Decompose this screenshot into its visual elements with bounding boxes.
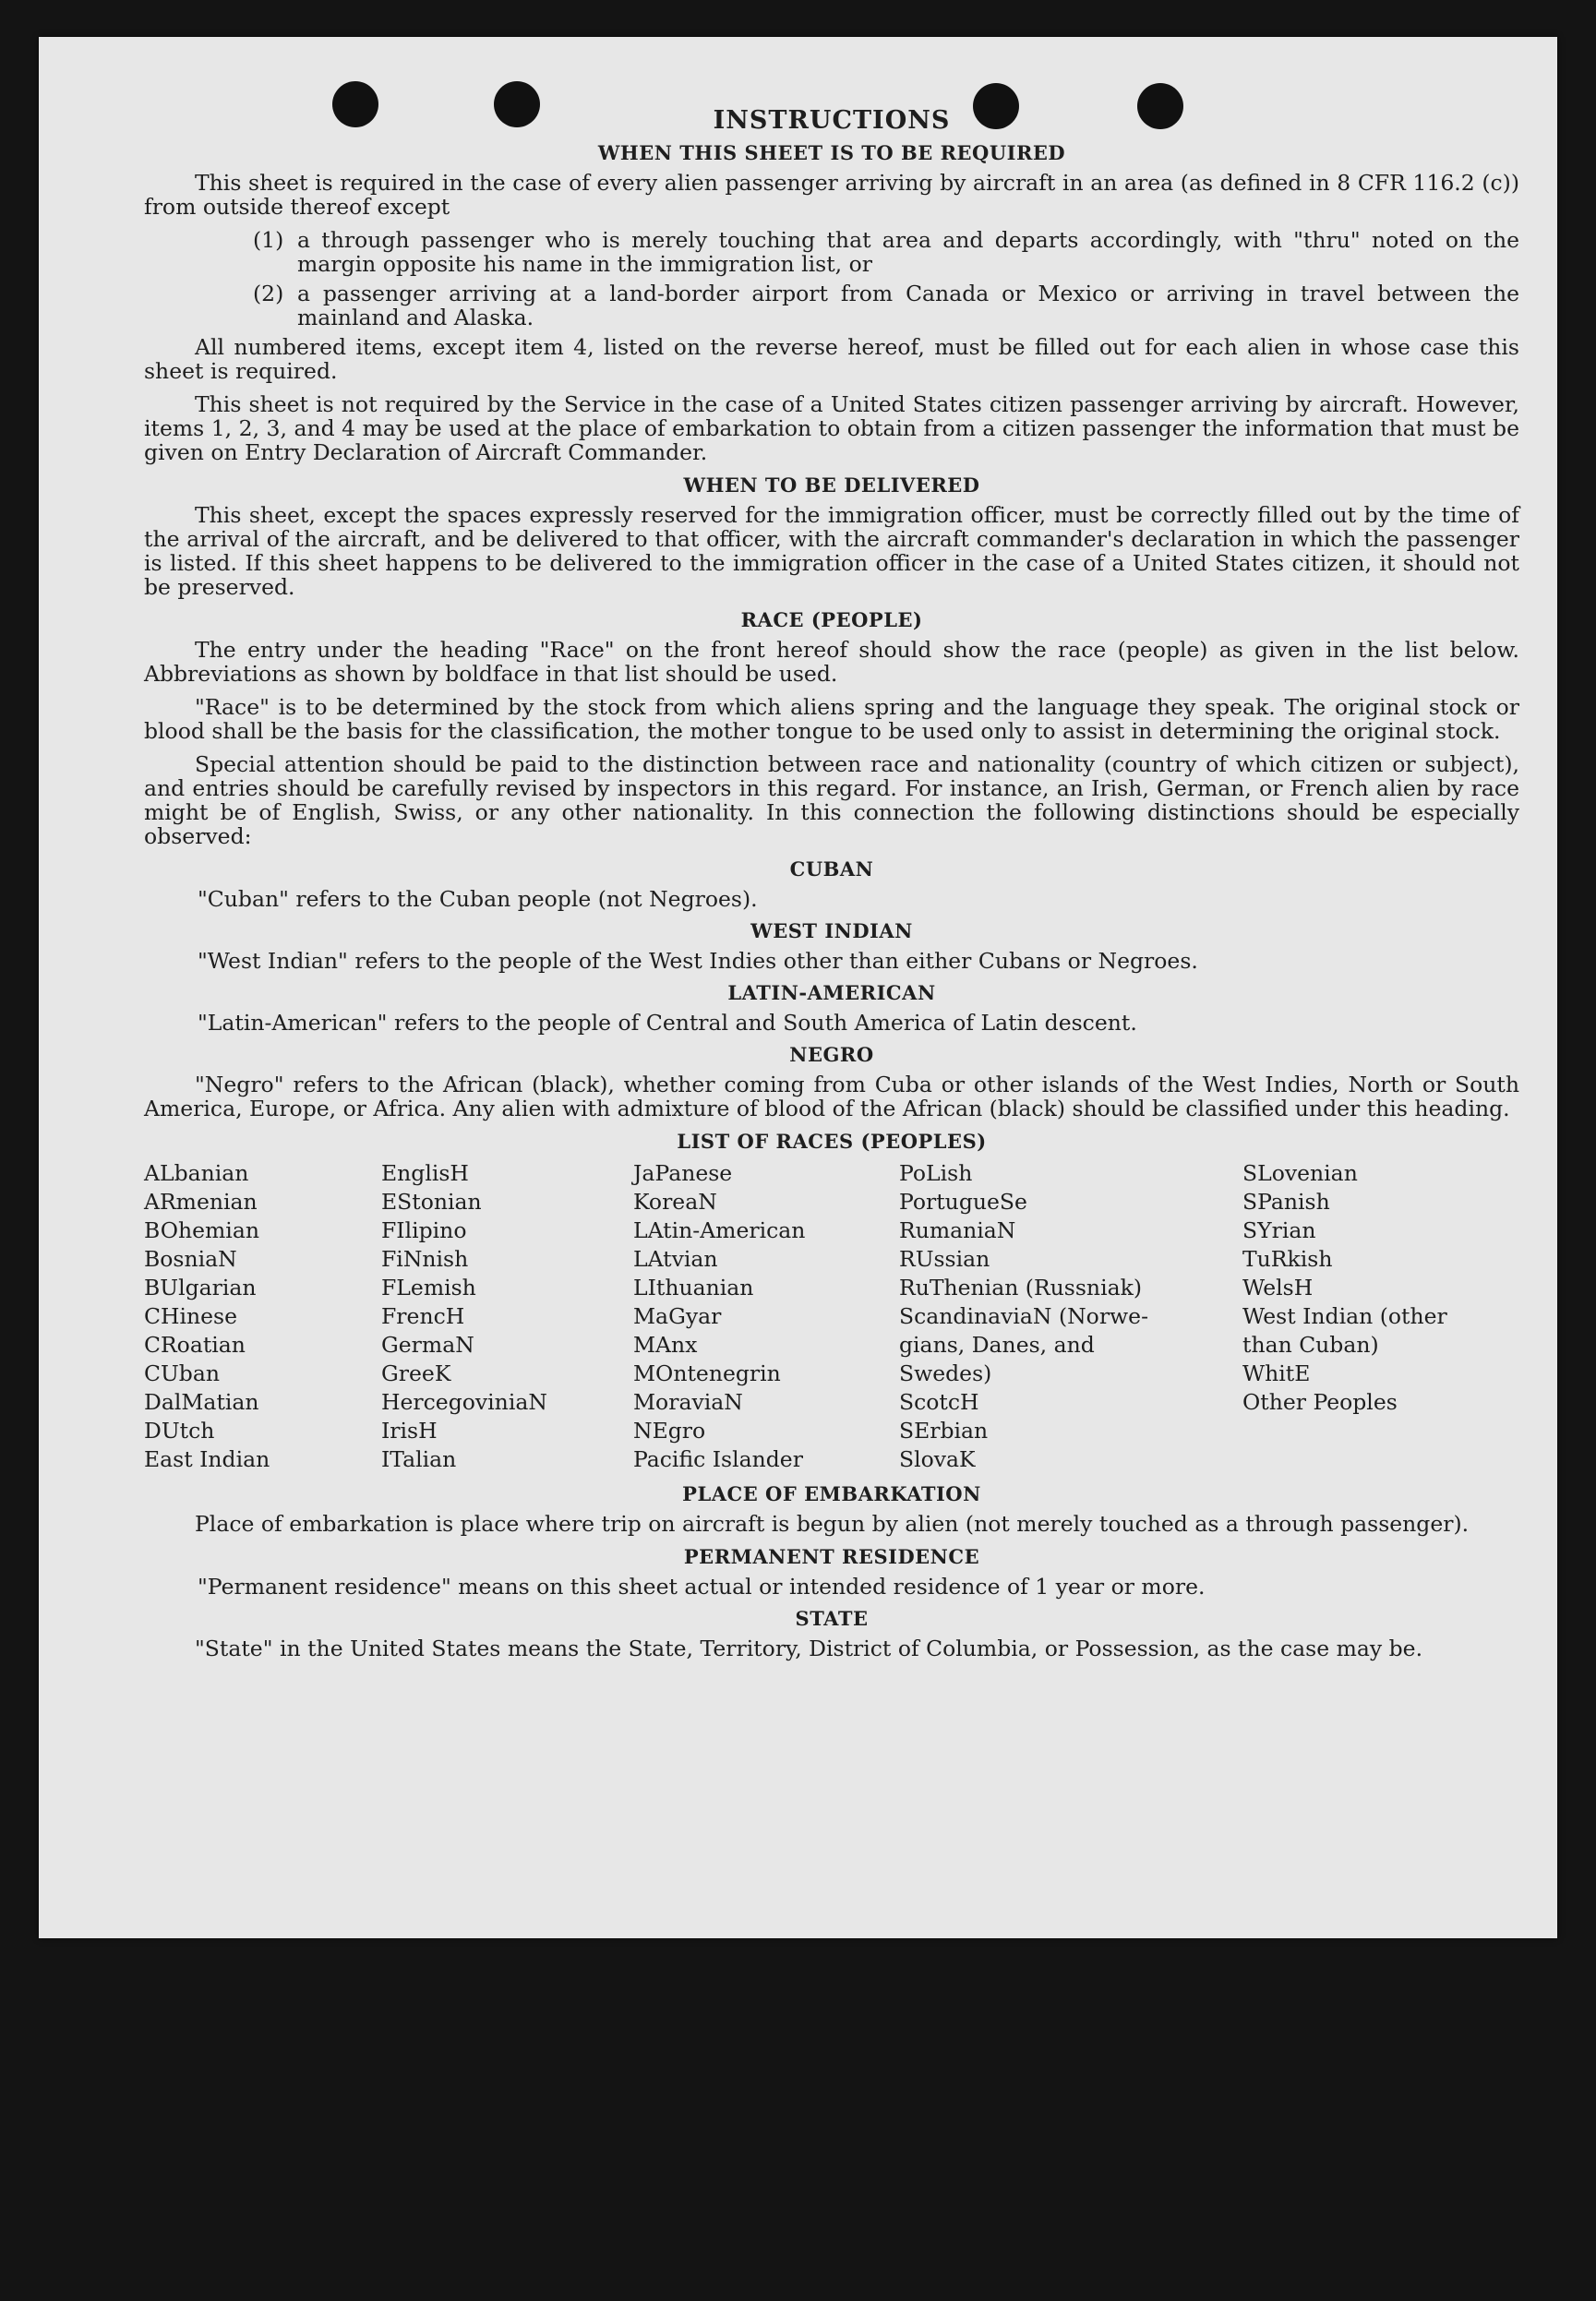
race-entry: BOhemian: [144, 1217, 259, 1243]
clause-2: [253, 282, 1519, 330]
race-entry: ARmenian: [144, 1189, 258, 1215]
race-entry: SYrian: [1242, 1217, 1316, 1243]
race-entry: KoreaN: [633, 1189, 717, 1215]
race-entry: HercegoviniaN: [381, 1389, 547, 1415]
race-entry: MOntenegrin: [633, 1360, 781, 1386]
races-list-heading: LIST OF RACES (PEOPLES): [677, 1130, 987, 1153]
race-entry: ITalian: [381, 1446, 457, 1472]
west-indian-definition: "West Indian" refers to the people of the West Indies other than either Cubans or Negroes.: [198, 948, 1198, 974]
race-entry: Pacific Islander: [633, 1446, 803, 1472]
instructions-content: [144, 106, 1519, 1670]
race-entry: LAtvian: [633, 1246, 718, 1272]
west-indian-heading: WEST INDIAN: [750, 919, 913, 942]
latin-american-definition: "Latin-American" refers to the people of Central and South America of Latin descent.: [198, 1010, 1137, 1036]
race-entry: ALbanian: [144, 1160, 249, 1186]
race-entry: EnglisH: [381, 1160, 469, 1186]
race-entry: Other Peoples: [1242, 1389, 1398, 1415]
race-entry: GreeK: [381, 1360, 451, 1386]
race-para-1: The entry under the heading "Race" on the front hereof should show the race (people) as given in the list below. Abbreviations as shown by boldface in that list should be used.: [144, 637, 1519, 687]
races-column-3: [633, 1159, 899, 1474]
race-entry: MAnx: [633, 1332, 698, 1358]
cuban-heading: CUBAN: [789, 857, 874, 881]
race-entry: IrisH: [381, 1418, 438, 1444]
delivered-para: This sheet, except the spaces expressly reserved for the immigration officer, must be correctly filled out by the time of the arrival of the aircraft, and be delivered to that officer, with the aircraft commander's declaration in which the passenger is listed. If this sheet happens to be delivered to the immigration officer in the case of a United States citizen, it should not be preserved.: [144, 502, 1519, 600]
page-title: INSTRUCTIONS: [713, 106, 951, 135]
clause-2-number: (2): [253, 281, 284, 306]
race-entry: CHinese: [144, 1303, 237, 1329]
race-para-2: "Race" is to be determined by the stock from which aliens spring and the language they speak. The original stock or blood shall be the basis for the classification, the mother tongue to be used only to assist in determining the original stock.: [144, 694, 1519, 744]
race-entry: NEgro: [633, 1418, 706, 1444]
race-entry: CUban: [144, 1360, 220, 1386]
negro-definition: "Negro" refers to the African (black), whether coming from Cuba or other islands of the West Indies, North or South America, Europe, or Africa. Any alien with admixture of blood of the African (black) should be classified under this heading.: [144, 1072, 1519, 1121]
clause-1-number: (1): [253, 227, 284, 253]
race-entry: MaGyar: [633, 1303, 722, 1329]
races-list: [144, 1159, 1519, 1474]
latin-american-heading: LATIN-AMERICAN: [727, 981, 936, 1004]
required-para-2: All numbered items, except item 4, listed on the reverse hereof, must be filled out for each alien in whose case this sheet is required.: [144, 334, 1519, 384]
race-entry: RUssian: [899, 1246, 990, 1272]
required-para-3: This sheet is not required by the Service in the case of a United States citizen passenger arriving by aircraft. However, items 1, 2, 3, and 4 may be used at the place of embarkation to obtain from a citizen passenger the information that must be given on Entry Declaration of Aircraft Commander.: [144, 391, 1519, 465]
state-definition: "State" in the United States means the State, Territory, District of Columbia, or Possession, as the case may be.: [195, 1636, 1423, 1661]
race-entry: FrencH: [381, 1303, 465, 1329]
race-entry: TuRkish: [1242, 1246, 1333, 1272]
race-entry: JaPanese: [633, 1160, 733, 1186]
race-entry: CRoatian: [144, 1332, 246, 1358]
race-entry: ScandinaviaN (Norwe- gians, Danes, and Swedes): [899, 1303, 1149, 1386]
race-entry: EStonian: [381, 1189, 482, 1215]
state-heading: STATE: [795, 1607, 869, 1630]
race-entry: MoraviaN: [633, 1389, 743, 1415]
race-entry: SErbian: [899, 1418, 989, 1444]
race-entry: SlovaK: [899, 1446, 976, 1472]
clause-1-text: a through passenger who is merely touching that area and departs accordingly, with "thru" noted on the margin opposite his name in the immigration list, or: [297, 227, 1519, 277]
race-entry: WelsH: [1242, 1275, 1314, 1300]
race-entry: East Indian: [144, 1446, 270, 1472]
embarkation-heading: PLACE OF EMBARKATION: [682, 1482, 981, 1505]
race-entry: WhitE: [1242, 1360, 1311, 1386]
race-entry: RumaniaN: [899, 1217, 1016, 1243]
races-column-4: [899, 1159, 1242, 1474]
race-entry: SPanish: [1242, 1189, 1330, 1215]
delivered-heading: WHEN TO BE DELIVERED: [683, 473, 980, 497]
embarkation-definition: Place of embarkation is place where trip on aircraft is begun by alien (not merely touched as a through passenger).: [195, 1511, 1470, 1537]
residence-definition: "Permanent residence" means on this sheet actual or intended residence of 1 year or more.: [198, 1574, 1206, 1600]
cuban-definition: "Cuban" refers to the Cuban people (not Negroes).: [198, 886, 758, 912]
race-para-3: Special attention should be paid to the distinction between race and nationality (country of which citizen or subject), and entries should be carefully revised by inspectors in this regard. For instance, an Irish, German, or French alien by race might be of English, Swiss, or any other nationality. In this connection the following distinctions should be especially observed:: [144, 751, 1519, 849]
race-entry: FiNnish: [381, 1246, 469, 1272]
race-entry: LIthuanian: [633, 1275, 754, 1300]
race-entry: BUlgarian: [144, 1275, 257, 1300]
race-entry: ScotcH: [899, 1389, 979, 1415]
races-column-1: [144, 1159, 381, 1474]
negro-heading: NEGRO: [789, 1043, 874, 1066]
residence-heading: PERMANENT RESIDENCE: [683, 1545, 980, 1568]
race-entry: RuThenian (Russniak): [899, 1275, 1142, 1300]
race-entry: LAtin-American: [633, 1217, 806, 1243]
race-entry: SLovenian: [1242, 1160, 1358, 1186]
races-column-5: [1242, 1159, 1482, 1474]
race-heading: RACE (PEOPLE): [740, 608, 923, 631]
races-column-2: [381, 1159, 633, 1474]
race-entry: BosniaN: [144, 1246, 237, 1272]
clause-2-text: a passenger arriving at a land-border airport from Canada or Mexico or arriving in travel between the mainland and Alaska.: [297, 281, 1519, 330]
race-entry: FIlipino: [381, 1217, 467, 1243]
race-entry: DalMatian: [144, 1389, 259, 1415]
race-entry: PortugueSe: [899, 1189, 1027, 1215]
document-page: [39, 37, 1557, 1938]
race-entry: GermaN: [381, 1332, 474, 1358]
race-entry: PoLish: [899, 1160, 973, 1186]
race-entry: DUtch: [144, 1418, 215, 1444]
race-entry: West Indian (other than Cuban): [1242, 1303, 1447, 1358]
clause-1: [253, 228, 1519, 276]
race-entry: FLemish: [381, 1275, 476, 1300]
required-heading: WHEN THIS SHEET IS TO BE REQUIRED: [597, 141, 1066, 164]
required-intro: This sheet is required in the case of every alien passenger arriving by aircraft in an area (as defined in 8 CFR 116.2 (c)) from outside thereof except: [144, 170, 1519, 220]
